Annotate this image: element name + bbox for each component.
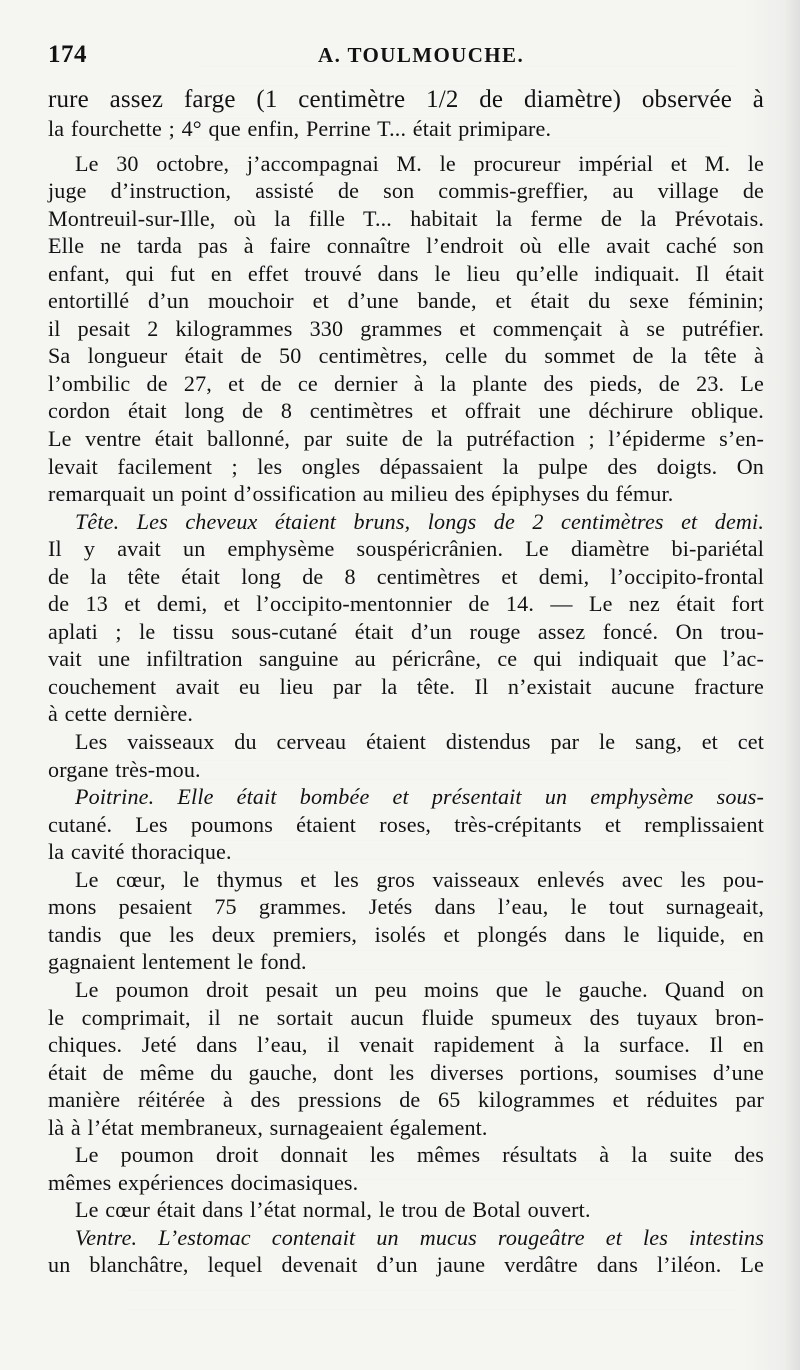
body-text bbox=[48, 84, 764, 1279]
text-line-21: vait une infiltration sanguine au péricrâne, ce qui indiquait que l’ac- bbox=[48, 646, 764, 672]
text-line-27: cutané. Les poumons étaient roses, très-crépitants et remplissaient bbox=[48, 811, 764, 837]
text-line-6: Elle ne tarda pas à faire connaître l’endroit où elle avait caché son bbox=[48, 233, 764, 259]
text-line-2: la fourchette ; 4° que enfin, Perrine T... était primipare. bbox=[48, 116, 552, 141]
page-header bbox=[48, 40, 753, 80]
text-line-4: juge d’instruction, assisté de son commis-greffier, au village de bbox=[48, 178, 764, 204]
text-line-11: l’ombilic de 27, et de ce dernier à la plante des pieds, de 23. Le bbox=[48, 370, 764, 396]
text-line-41: Le cœur était dans l’état normal, le trou de Botal ouvert. bbox=[75, 1197, 591, 1223]
text-line-31: tandis que les deux premiers, isolés et plongés dans le liquide, en bbox=[48, 921, 764, 947]
text-line-35: chiques. Jeté dans l’eau, il venait rapidement à la surface. Il en bbox=[48, 1032, 764, 1058]
text-line-3: Le 30 octobre, j’accompagnai M. le procureur impérial et M. le bbox=[75, 150, 764, 176]
text-line-30: mons pesaient 75 grammes. Jetés dans l’eau, le tout surnageait, bbox=[48, 894, 764, 920]
text-line-33: Le poumon droit pesait un peu moins que le gauche. Quand on bbox=[75, 976, 764, 1002]
text-line-39: Le poumon droit donnait les mêmes résultats à la suite des bbox=[75, 1142, 764, 1168]
text-line-9: il pesait 2 kilogrammes 330 grammes et commençait à se putréfier. bbox=[48, 315, 764, 341]
text-line-19: de 13 et demi, et l’occipito-mentonnier de 14. — Le nez était fort bbox=[48, 591, 764, 617]
text-line-32: gagnaient lentement le fond. bbox=[48, 949, 307, 975]
text-line-40: mêmes expériences docimasiques. bbox=[48, 1169, 359, 1195]
text-line-15: remarquait un point d’ossification au milieu des épiphyses du fémur. bbox=[48, 481, 674, 507]
text-line-28: la cavité thoracique. bbox=[48, 839, 232, 865]
text-line-14: levait facilement ; les ongles dépassaient la pulpe des doigts. On bbox=[48, 453, 764, 479]
text-line-5: Montreuil-sur-Ille, où la fille T... habitait la ferme de la Prévotais. bbox=[48, 205, 764, 231]
page-edge-wear bbox=[784, 0, 800, 1370]
page-number: 174 bbox=[48, 41, 87, 68]
text-line-29: Le cœur, le thymus et les gros vaisseaux enlevés avec les pou- bbox=[75, 866, 764, 892]
text-line-1: rure assez farge (1 centimètre 1/2 de diamètre) observée à bbox=[48, 86, 764, 113]
text-line-18: de la tête était long de 8 centimètres et demi, l’occipito-frontal bbox=[48, 563, 764, 589]
text-line-10: Sa longueur était de 50 centimètres, celle du sommet de la tête à bbox=[48, 343, 764, 369]
text-line-16: Tête. Les cheveux étaient bruns, longs de 2 centimètres et demi. bbox=[75, 508, 764, 534]
text-line-34: le comprimait, il ne sortait aucun fluide spumeux des tuyaux bron- bbox=[48, 1004, 764, 1030]
text-line-25: organe très-mou. bbox=[48, 756, 201, 782]
text-line-43: un blanchâtre, lequel devenait d’un jaune verdâtre dans l’iléon. Le bbox=[48, 1252, 764, 1278]
text-line-37: manière réitérée à des pressions de 65 kilogrammes et réduites par bbox=[48, 1087, 764, 1113]
running-head: A. TOULMOUCHE. bbox=[318, 43, 525, 67]
text-line-7: enfant, qui fut en effet trouvé dans le lieu qu’elle indiquait. Il était bbox=[48, 260, 764, 286]
text-line-24: Les vaisseaux du cerveau étaient distendus par le sang, et cet bbox=[75, 729, 764, 755]
text-line-17: Il y avait un emphysème souspéricrânien. Le diamètre bi-pariétal bbox=[48, 536, 764, 562]
text-line-23: à cette dernière. bbox=[48, 701, 193, 727]
text-line-42: Ventre. L’estomac contenait un mucus rougeâtre et les intestins bbox=[75, 1224, 764, 1250]
text-line-26: Poitrine. Elle était bombée et présentait un emphysème sous- bbox=[75, 784, 764, 810]
text-line-36: était de même du gauche, dont les diverses portions, soumises d’une bbox=[48, 1059, 764, 1085]
text-line-22: couchement avait eu lieu par la tête. Il n’existait aucune fracture bbox=[48, 673, 764, 699]
text-line-13: Le ventre était ballonné, par suite de la putréfaction ; l’épiderme s’en- bbox=[48, 426, 764, 452]
text-line-20: aplati ; le tissu sous-cutané était d’un rouge assez foncé. On trou- bbox=[48, 618, 764, 644]
text-line-38: là à l’état membraneux, surnageaient également. bbox=[48, 1114, 488, 1140]
text-line-8: entortillé d’un mouchoir et d’une bande, et était du sexe féminin; bbox=[48, 288, 764, 314]
text-line-12: cordon était long de 8 centimètres et offrait une déchirure oblique. bbox=[48, 398, 764, 424]
